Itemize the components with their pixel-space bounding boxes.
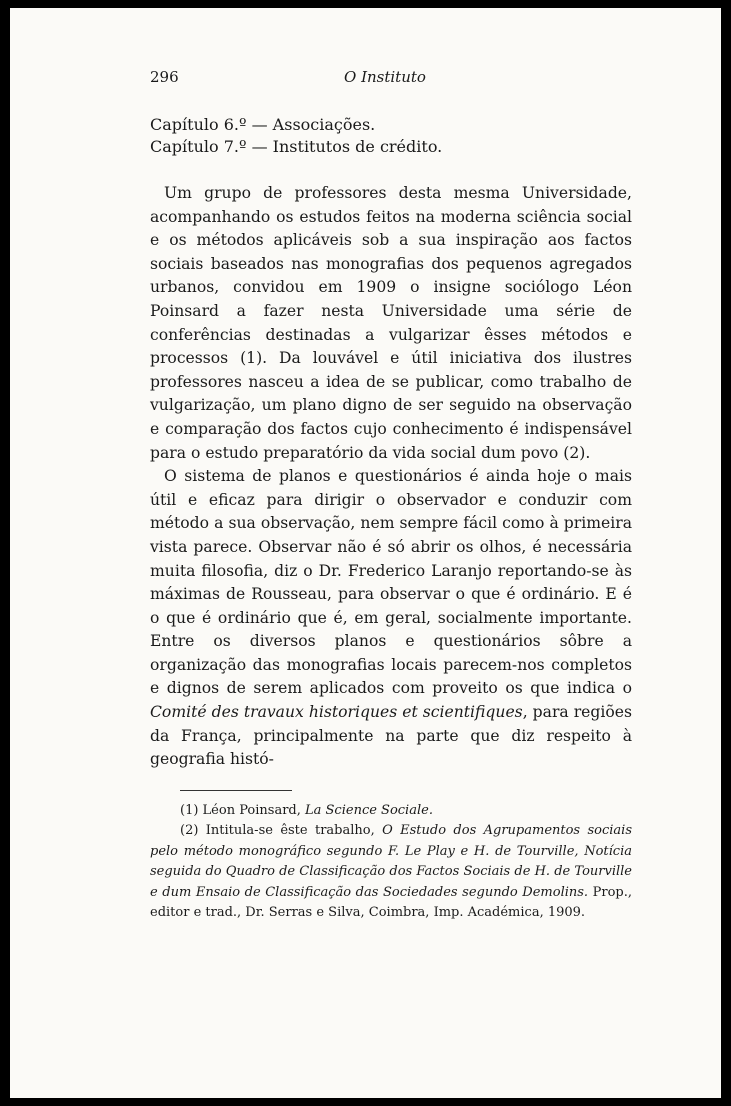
paragraph: Um grupo de professores desta mesma Universidade, acompanhando os estudos feitos na moderna sciência social e os métodos aplicáveis sob a sua inspiração aos factos sociais baseados nas monografias dos pequenos agregados urbanos, convidou em 1909 o insigne sociólogo Léon Poinsard a fazer nesta Universidade uma série de conferências destinadas a vulgarizar êsses métodos e processos (1). Da louvável e útil iniciativa dos ilustres professores nasceu a idea de se publicar, como trabalho de vulgarização, um plano digno de ser seguido na observação e comparação dos factos cujo conhecimento é indispensável para o estudo preparatório da vida social dum povo (2). xyxy=(150,184,632,462)
footnote-italic: O Estudo dos Agrupamentos sociais pelo método monográfico segundo F. Le Play e H. de Tourville, Notícia seguida do Quadro de Classificação dos Factos Sociais de H. de Tourville e dum Ensaio de Classificação das Sociedades segundo Demolins. xyxy=(150,823,632,900)
footnote-text: Prop., editor e trad., Dr. Serras e Silva, Coimbra, Imp. Académica, 1909. xyxy=(150,884,632,921)
body-text xyxy=(150,182,632,772)
book-page xyxy=(10,8,721,1098)
footnote-text: (2) Intitula-se êste trabalho, xyxy=(180,823,383,839)
footnote-1 xyxy=(150,801,632,822)
chapter-item: Capítulo 6.º — Associações. xyxy=(150,115,376,134)
footnotes xyxy=(150,801,632,924)
footnote-text: (1) Léon Poinsard, xyxy=(180,802,306,818)
footnote-2 xyxy=(150,821,632,924)
italic-title: Comité des travaux historiques et scientifiques xyxy=(150,703,523,722)
page-content xyxy=(150,68,632,924)
page-number: 296 xyxy=(150,68,179,86)
footnote-divider xyxy=(180,790,292,791)
paragraph-text: O sistema de planos e questionários é ainda hoje o mais útil e eficaz para dirigir o observador e conduzir com método a sua observação, nem sempre fácil como à primeira vista parece. Observar não é só abrir os olhos, é necessária muita filosofia, diz o Dr. Frederico Laranjo reportando-se às máximas de Rousseau, para observar o que é ordinário. E é o que é ordinário que é, em geral, socialmente importante. Entre os diversos planos e questionários sôbre a organização das monografias locais parecem-nos completos e dignos de serem aplicados com proveito os que indica o xyxy=(150,467,632,698)
running-title: O Instituto xyxy=(344,68,426,86)
footnote-italic: La Science Sociale. xyxy=(305,802,433,818)
paragraph xyxy=(150,465,632,772)
chapter-list xyxy=(150,114,632,158)
paragraph-text: , para regiões da França, principalmente na parte que diz respeito à geografia histó- xyxy=(150,703,632,769)
page-header xyxy=(150,68,632,94)
chapter-item: Capítulo 7.º — Institutos de crédito. xyxy=(150,137,443,156)
